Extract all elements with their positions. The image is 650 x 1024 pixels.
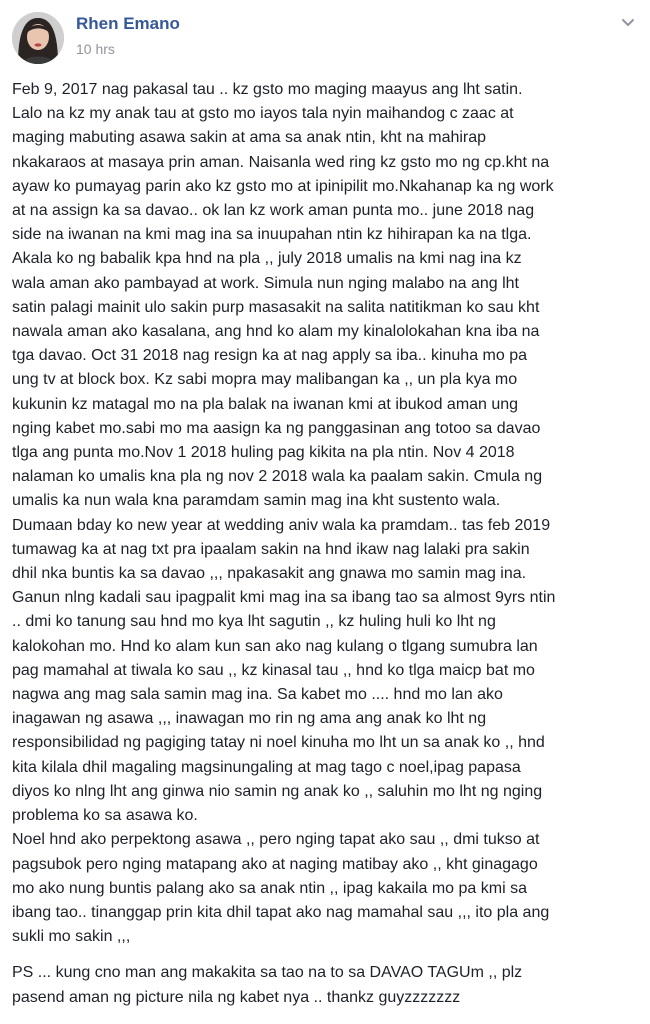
post-text-line: tumawag ka at nag txt pra ipaalam sakin na hnd ikaw nag lalaki pra sakin	[12, 540, 530, 558]
post-text-line: pasend aman ng picture nila ng kabet nya .. thankz guyzzzzzzz	[12, 988, 461, 1006]
post-text-line: nagwa ang mag sala samin mag ina. Sa kabet mo .... hnd mo lan ako	[12, 686, 503, 704]
post-text-line: maging mabuting asawa sakin at ama sa anak ntin, kht na mahirap	[12, 129, 487, 147]
post-text-line: inagawan ng asawa ,,, inawagan mo rin ng ama ang anak ko lht ng	[12, 710, 487, 728]
chevron-down-icon	[618, 12, 638, 32]
post-text-line: sukli mo sakin ,,,	[12, 928, 131, 946]
post-text-line: ung tv at block box. Kz sabi mopra may malibangan ka ,, un pla kya mo	[12, 371, 518, 389]
post-text-line: kukunin kz matagal mo na pla balak na iwanan kmi at ibukod aman ung	[12, 395, 519, 413]
post-text-line: .. dmi ko tanung sau hnd mo kya lht sagutin ,, kz huling huli ko lht ng	[12, 613, 496, 631]
post-text-line: nalaman ko umalis kna pla ng nov 2 2018 wala ka paalam sakin. Cmula ng	[12, 468, 543, 486]
post-text-line: diyos ko nlng lht ang ginwa nio samin ng anak ko ,, saluhin mo lht ng nging	[12, 782, 543, 800]
post-text-line: tga davao. Oct 31 2018 nag resign ka at nag apply sa iba.. kinuha mo pa	[12, 347, 528, 365]
post-text-line: Noel hnd ako perpektong asawa ,, pero nging tapat ako sau ,, dmi tukso at	[12, 831, 540, 849]
post-text-line: nging kabet mo.sabi mo ma aasign ka ng panggasinan ang totoo sa davao	[12, 419, 541, 437]
post-text-line: Lalo na kz my anak tau at gsto mo iayos tala nyin maihandog c zaac at	[12, 105, 514, 123]
post-text-line: pagsubok pero nging matapang ako at naging matibay ako ,, kht ginagago	[12, 855, 538, 873]
post-text-line: ayaw ko pumayag parin ako kz gsto mo at ipinipilit mo.Nkahanap ka ng work	[12, 177, 554, 195]
post-text-line: nkakaraos at masaya prin aman. Naisanla wed ring kz gsto mo ng cp.kht na	[12, 153, 550, 171]
post-text-line: Akala ko ng babalik kpa hnd na pla ,, july 2018 umalis na kmi nag ina kz	[12, 250, 522, 268]
post-text-line: umalis ka nun wala kna paramdam samin mag ina kht sustento wala.	[12, 492, 501, 510]
post-text-line: responsibilidad ng pagiging tatay ni noel kinuha mo lht un sa anak ko ,, hnd	[12, 734, 545, 752]
post-text-line: satin palagi mainit ulo sakin purp masasakit na salita natitikman ko sau kht	[12, 298, 540, 316]
post-text-line: side na iwanan na kmi mag ina sa inuupahan ntin kz hihirapan ka na tlga.	[12, 226, 532, 244]
post-author-name[interactable]: Rhen Emano	[76, 14, 180, 33]
post-header	[12, 8, 638, 64]
post-text-line: at na assign ka sa davao.. ok lan kz work aman punta mo.. june 2018 nag	[12, 202, 535, 220]
post-text-line: kita kilala dhil magaling magsinungaling at mag tago c noel,ipag papasa	[12, 758, 521, 776]
post-text-line: pag mamahal at tiwala ko sau ,, kz kinasal tau ,, hnd ko tlga maicp bat mo	[12, 661, 535, 679]
post-text-line: PS ... kung cno man ang makakita sa tao na to sa DAVAO TAGUm ,, plz	[12, 964, 523, 982]
post-text-line: wala aman ako pambayad at work. Simula nun nging malabo na ang lht	[12, 274, 519, 292]
post-text-line: dhil nka buntis ka sa davao ,,, npakasakit ang gnawa mo samin mag ina.	[12, 565, 527, 583]
post-text-line: Dumaan bday ko new year at wedding aniv wala ka pramdam.. tas feb 2019	[12, 516, 551, 534]
post-text-line: problema ko sa asawa ko.	[12, 807, 198, 825]
post-text-line: kalokohan mo. Hnd ko alam kun san ako nag kulang o tlgang sumubra lan	[12, 637, 538, 655]
post-menu-button[interactable]	[618, 12, 638, 32]
profile-photo-icon	[12, 12, 64, 64]
post-timestamp[interactable]: 10 hrs	[76, 41, 115, 57]
post-text-line: nawala aman ako kasalana, ang hnd ko alam my kinalolokahan kna iba na	[12, 323, 540, 341]
post-text	[12, 78, 640, 1010]
post-paragraph-ps	[12, 961, 640, 1009]
post-paragraph-main	[12, 78, 640, 949]
author-avatar[interactable]	[12, 12, 64, 64]
post-text-line: ibang tao.. tinanggap prin kita dhil tapat ako nag mamahal sau ,,, ito pla ang	[12, 903, 550, 921]
post-text-line: Ganun nlng kadali sau ipagpalit kmi mag ina sa ibang tao sa almost 9yrs ntin	[12, 589, 556, 607]
post-text-line: tlga ang punta mo.Nov 1 2018 huling pag kikita na pla ntin. Nov 4 2018	[12, 444, 515, 462]
post-text-line: Feb 9, 2017 nag pakasal tau .. kz gsto mo maging maayus ang lht satin.	[12, 81, 523, 98]
post-text-line: mo ako nung buntis palang ako sa anak ntin ,, ipag kakaila mo pa kmi sa	[12, 879, 527, 897]
